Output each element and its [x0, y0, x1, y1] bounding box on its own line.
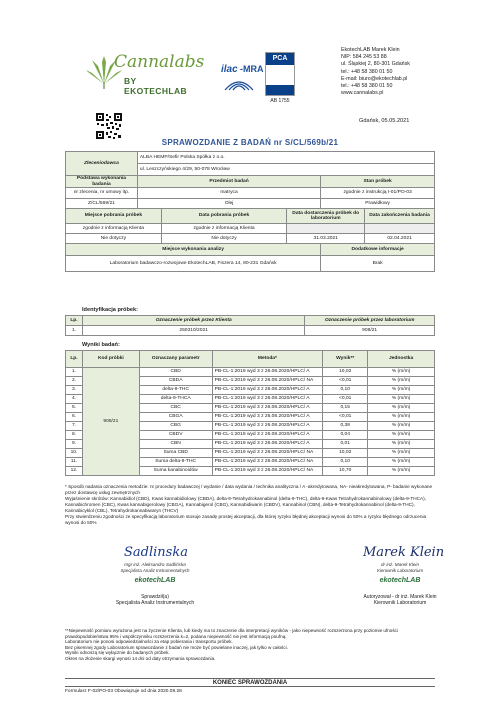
row-method: PB-CL-1:2019 wyd 3 z 26.08.2020/HPLC/ A: [212, 395, 323, 404]
issue-date: Gdańsk, 05.05.2021: [359, 118, 410, 124]
completion-date-value: 02.04.2021: [365, 234, 435, 244]
footer-line: Laboratorium nie ponosi odpowiedzialności za etap pobierania i transportu próbek.: [65, 639, 233, 645]
sample-state-header: Stan próbek: [321, 176, 435, 188]
sampling-date-header: Data pobrania próbek: [161, 209, 287, 224]
row-result: <0,01: [323, 413, 368, 422]
basis-note: nr zlecenia, nr umowy itp.: [66, 188, 138, 199]
row-lp: 11.: [66, 458, 83, 467]
row-param: Suma kanabinoidów: [139, 467, 212, 476]
checker-position: Specjalista Analiz Instrumentalnych: [115, 600, 195, 607]
row-lp: 10.: [66, 449, 83, 458]
results-header-code: Kod próbki: [82, 351, 139, 368]
results-heading: Wyniki badań:: [82, 342, 120, 348]
row-param: CBN: [139, 440, 212, 449]
svg-text:-MRA: -MRA: [240, 64, 264, 74]
row-lp: 7.: [66, 422, 83, 431]
delivery-date-value: 31.03.2021: [287, 234, 365, 244]
note-line: Przy stwierdzeniu zgodności ze specyfikacją laboratorium stosuje zasadę prostej akceptacji, dla której ryzyko błędnej akceptacji wynosi do 50% a ryzyko błędnego odrzucenia wynosi do 50%: [65, 514, 427, 525]
row-unit: % (m/m): [368, 431, 435, 440]
authorizer-caption: [325, 594, 475, 607]
row-method: PB-CL-1:2019 wyd 3 z 26.08.2020/HPLC/ A: [212, 386, 323, 395]
footer-line: **Niepewność pomiaru wyrażona jest na życzenie Klienta, lub kiedy ma to znaczenie dla interpretacji wyników - jako niepewność rozszerzona przy poziomie ufności prawdopodobieństwa 95% i współczynniku rozszerzenia k=2, podana niepewność nie jest informacją poufną.: [65, 628, 398, 639]
subject-note: matryca: [137, 188, 320, 199]
identification-table: [65, 315, 435, 336]
sample-code: 908/21: [82, 368, 139, 476]
row-result: <0,01: [323, 377, 368, 386]
lab-marking: 908/21: [305, 326, 435, 336]
row-lp: 1.: [66, 368, 83, 377]
end-of-report: KONIEC SPRAWOZDANIA: [65, 678, 435, 687]
notes-block: [65, 484, 435, 526]
row-param: CBDV: [139, 431, 212, 440]
brand-name: Cannalabs: [114, 52, 205, 72]
row-param: CBG: [139, 422, 212, 431]
address-line: www.cannalabs.pl: [341, 90, 384, 97]
sample-state-value: Prawidłowy: [321, 199, 435, 209]
row-method: PB-CL-1:2019 wyd 3 z 26.08.2020/HPLC/ A: [212, 431, 323, 440]
row-unit: % (m/m): [368, 395, 435, 404]
results-header-lp: Lp.: [66, 351, 83, 368]
ident-lp: 1.: [66, 326, 83, 336]
row-param: Suma delta-9-THC: [139, 458, 212, 467]
cannalabs-logo: [70, 48, 205, 98]
pca-logo-text: PCA: [266, 53, 294, 65]
footer-line: Wyniki odnoszą się wyłącznie do badanych próbek.: [65, 650, 170, 656]
row-lp: 6.: [66, 413, 83, 422]
address-line: E-mail: biuro@ekotechlab.pl: [341, 75, 408, 82]
row-lp: 8.: [66, 431, 83, 440]
row-result: 0,38: [323, 422, 368, 431]
row-param: CBC: [139, 404, 212, 413]
results-header-param: Oznaczany parametr: [139, 351, 212, 368]
row-unit: % (m/m): [368, 467, 435, 476]
report-header: [0, 0, 500, 124]
authorizer-stamp-role: Kierownik Laboratorium: [376, 568, 424, 573]
authorizer-stamp-name: dr inż. Marek Klein: [380, 562, 420, 567]
row-method: PB-CL-1:2019 wyd 3 z 26.08.2020/HPLC/ NA: [212, 449, 323, 458]
row-result: 0,15: [323, 404, 368, 413]
note-line: * Sposób nadania oznaczenia metodzie: nr procedury badawczej / wydanie / data wydania / technika analityczna / A -akredytowana, NA- nieakredytowana, P- badanie wykonane przez dostawcę usług zewnętrznych: [65, 484, 433, 495]
address-line: EkotechLAB Marek Klein: [341, 47, 400, 53]
row-param: CBDA: [139, 377, 212, 386]
row-unit: % (m/m): [368, 458, 435, 467]
row-method: PB-CL-1:2019 wyd 3 z 26.08.2020/HPLC/ A: [212, 404, 323, 413]
checker-signature-scrawl: Sadlinska: [124, 545, 188, 560]
row-result: <0,01: [323, 395, 368, 404]
row-unit: % (m/m): [368, 413, 435, 422]
lab-marking-header: Oznaczenie próbek przez laboratorium: [305, 316, 435, 326]
row-result: 0,10: [323, 458, 368, 467]
row-param: CBGA: [139, 413, 212, 422]
analysis-place-value: Laboratorium badawczo-rozwojowe EkotechLAB, Fiszera 14, 80-231 Gdańsk: [66, 256, 321, 272]
delivery-date-header: Data dostarczenia próbek do laboratorium: [287, 209, 365, 224]
row-unit: % (m/m): [368, 440, 435, 449]
client-marking: 250310/2021: [82, 326, 304, 336]
row-lp: 4.: [66, 395, 83, 404]
completion-date-header: Data zakończenia badania: [365, 209, 435, 224]
results-table: [65, 350, 435, 476]
row-unit: % (m/m): [368, 449, 435, 458]
sampling-date-value: Nie dotyczy: [161, 234, 287, 244]
row-method: PB-CL-1:2019 wyd 3 z 26.08.2020/HPLC/ NA: [212, 467, 323, 476]
qr-code-icon: [96, 113, 122, 139]
report-title: SPRAWOZDANIE Z BADAŃ nr S/CL/569b/21: [161, 138, 339, 147]
note-line: Wyjaśnienie skrótów: Kannabidiol (CBD), Kwas kannabidiolowy (CBDA), delta-9-Tetrahydrokannabinol (delta-9-THC), delta-9-Kwas Tetrahydrokannabinolowy (delta-9-THCA), Kannabichromen (CBC), Kwas kannabigerolowy (CBGA), Kannabigerol (CBG), Kannabidiwarin (CBDV), Kannabinol (CBN), delta-9-Tetrahydrokannabinol (delta-9-THC), Kannabicyklol (CBL), Tetrahydrokannabiwaryn (THCV): [65, 496, 426, 513]
client-marking-header: Oznaczenie próbek przez Klienta: [82, 316, 304, 326]
checker-signature-stamp: [100, 540, 210, 600]
additional-info-header: Dodatkowe informacje: [321, 244, 435, 256]
row-result: 10,02: [323, 449, 368, 458]
ilac-mra-logo: [219, 58, 264, 96]
client-name: ALBA HEMP/Sefir Polska Spółka z o.o.: [137, 152, 434, 164]
row-result: 10,02: [323, 368, 368, 377]
identification-heading: Identyfikacja próbek:: [82, 307, 138, 313]
subject-header: Przedmiot badań: [137, 176, 320, 188]
address-line: tel.: +48 58 380 01 50: [341, 68, 393, 75]
row-result: 0,01: [323, 440, 368, 449]
row-param: Suma CBD: [139, 449, 212, 458]
row-param: delta-9-THC: [139, 386, 212, 395]
checker-title: Sprawdził(a): [141, 594, 169, 600]
row-unit: % (m/m): [368, 386, 435, 395]
authorizer-position: Kierownik Laboratorium: [373, 600, 427, 607]
row-unit: % (m/m): [368, 404, 435, 413]
sample-state-note: zgodnie z instrukcją I-01/PO-03: [321, 188, 435, 199]
client-label: Zleceniodawca: [66, 152, 138, 176]
basis-header: Podstawa wykonania badania: [66, 176, 138, 188]
row-method: PB-CL-1:2019 wyd 3 z 26.08.2020/HPLC/ A: [212, 413, 323, 422]
address-line: NIP: 584 245 53 88: [341, 54, 387, 61]
table-row: [66, 368, 435, 377]
row-result: 0,04: [323, 431, 368, 440]
footer-line: Okres na złożenie skargi wynosi 14 dni od daty otrzymania sprawozdania.: [65, 655, 216, 661]
ident-lp-header: Lp.: [66, 316, 83, 326]
matrix-value: Olej: [137, 199, 320, 209]
authorizer-signature-stamp: [345, 540, 455, 600]
row-lp: 3.: [66, 386, 83, 395]
row-param: delta-9-THCA: [139, 395, 212, 404]
row-method: PB-CL-1:2019 wyd 3 z 26.08.2020/HPLC/ A: [212, 422, 323, 431]
row-method: PB-CL-1:2019 wyd 3 z 26.08.2020/HPLC/ A: [212, 440, 323, 449]
authorizer-signature-scrawl: Marek Klein: [363, 545, 445, 560]
additional-info-value: Brak: [321, 256, 435, 272]
sampling-place-note: zgodnie z informacją Klienta: [66, 224, 162, 234]
row-lp: 9.: [66, 440, 83, 449]
sampling-place-header: Miejsce pobrania próbek: [66, 209, 162, 224]
checker-stamp-name: mgr inż. Aleksandra Sadlińska: [124, 562, 186, 567]
authorizer-title: Autoryzował - dr inż. Marek Klein: [363, 594, 437, 600]
footer-disclaimers: [65, 628, 435, 662]
checker-caption: [80, 594, 230, 607]
sampling-place-value: Nie dotyczy: [66, 234, 162, 244]
checker-stamp-lab: ekotechLAB: [134, 577, 176, 584]
row-param: CBD: [139, 368, 212, 377]
row-method: PB-CL-1:2019 wyd 3 z 26.08.2020/HPLC/ NA: [212, 458, 323, 467]
address-line: ul. Śląskiej 2, 80-301 Gdańsk: [341, 61, 410, 68]
row-unit: % (m/m): [368, 368, 435, 377]
report-info-table: [65, 151, 435, 272]
row-result: 0,10: [323, 386, 368, 395]
row-method: PB-CL-1:2019 wyd 3 z 26.08.2020/HPLC/ A: [212, 368, 323, 377]
results-header-unit: Jednostka: [368, 351, 435, 368]
row-lp: 2.: [66, 377, 83, 386]
lab-address-block: [341, 47, 491, 97]
row-lp: 12.: [66, 467, 83, 476]
sampling-date-note: zgodnie z informacją Klienta: [161, 224, 287, 234]
accreditation-number: AB 1755: [270, 98, 290, 104]
row-result: 10,70: [323, 467, 368, 476]
svg-text:ilac: ilac: [221, 64, 238, 75]
results-header-method: Metoda*: [212, 351, 323, 368]
address-line: tel.: +48 58 380 01 50: [341, 83, 393, 90]
results-header-result: Wynik**: [323, 351, 368, 368]
form-reference: Formularz F-02/PO-03 Obowiązuje od dnia 2020.08.28: [65, 689, 182, 694]
analysis-place-header: Miejsce wykonania analizy: [66, 244, 321, 256]
pca-accreditation-logo: [265, 52, 295, 96]
footer-line: Bez pisemnej zgody Laboratorium sprawozdanie z badań nie może być powielane inaczej, jak tylko w całości.: [65, 644, 288, 650]
brand-byline: BY EKOTECHLAB: [124, 76, 188, 96]
client-address: ul. Leszczyńskiego 4/29, 50-078 Wrocław: [137, 164, 434, 176]
row-unit: % (m/m): [368, 377, 435, 386]
checker-stamp-role: Specjalista Analiz Instrumentalnych: [120, 568, 190, 573]
authorizer-stamp-lab: ekotechLAB: [379, 577, 421, 584]
row-lp: 5.: [66, 404, 83, 413]
row-method: PB-CL-1:2019 wyd 3 z 26.08.2020/HPLC/ NA: [212, 377, 323, 386]
order-number: Z/CL/569/21: [66, 199, 138, 209]
row-unit: % (m/m): [368, 422, 435, 431]
